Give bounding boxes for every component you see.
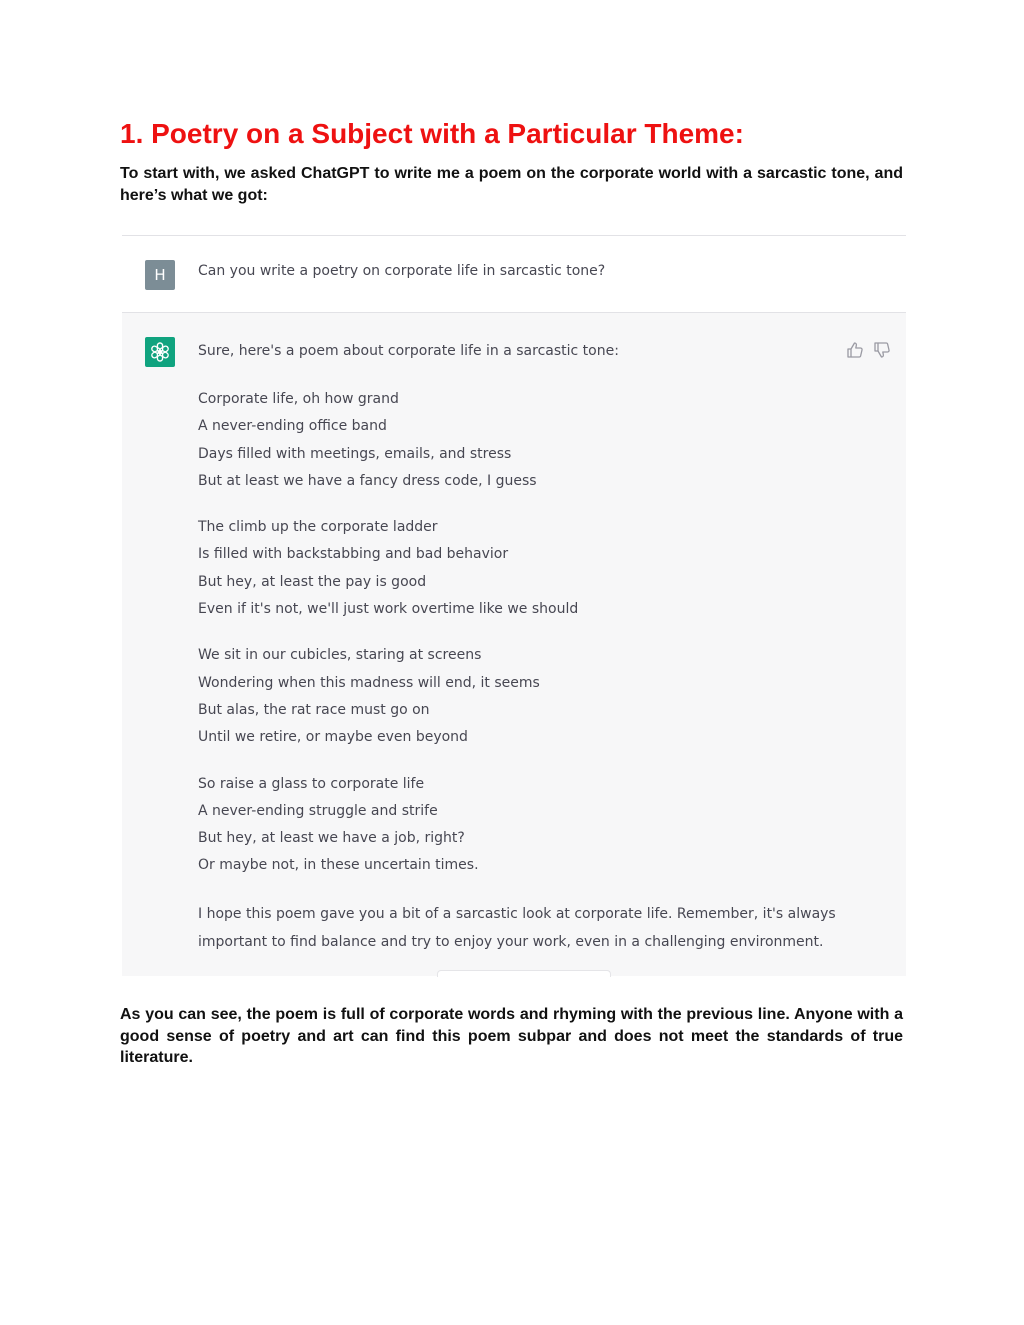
thumbs-up-icon[interactable] xyxy=(846,341,864,359)
stanza xyxy=(198,386,578,495)
poem xyxy=(198,386,578,899)
poem-line: Days filled with meetings, emails, and stress xyxy=(198,445,512,462)
poem-line: The climb up the corporate ladder xyxy=(198,519,438,536)
reply-intro: Sure, here's a poem about corporate life in a sarcastic tone: xyxy=(198,343,619,359)
poem-line: But alas, the rat race must go on xyxy=(198,701,430,718)
poem-line: Wondering when this madness will end, it seems xyxy=(198,674,540,691)
closing-text: I hope this poem gave you a bit of a sarcastic look at corporate life. Remember, it's always important to find balance and try to enjoy your work, even in a challenging environment. xyxy=(198,906,836,950)
user-message xyxy=(122,236,906,313)
poem-line: But hey, at least the pay is good xyxy=(198,573,427,590)
poem-line: Is filled with backstabbing and bad behavior xyxy=(198,546,509,563)
openai-logo-icon xyxy=(145,337,175,367)
regenerate-button[interactable] xyxy=(437,970,611,977)
poem-line: But at least we have a fancy dress code, I guess xyxy=(198,472,537,489)
stanza xyxy=(198,514,578,623)
poem-line: Corporate life, oh how grand xyxy=(198,391,399,407)
poem-line: A never-ending struggle and strife xyxy=(198,802,438,819)
intro-paragraph: To start with, we asked ChatGPT to write me a poem on the corporate world with a sarcastic tone, and here’s what we got: xyxy=(120,165,903,204)
section-heading: 1. Poetry on a Subject with a Particular Theme: xyxy=(120,118,744,149)
user-avatar: H xyxy=(145,260,175,290)
assistant-message xyxy=(122,313,906,976)
poem-line: A never-ending office band xyxy=(198,418,387,435)
conclusion-paragraph: As you can see, the poem is full of corporate words and rhyming with the previous line. Anyone with a good sense of poetry and art can find this poem subpar and does not meet the standards of true literature. xyxy=(120,1006,903,1066)
thumbs-down-icon[interactable] xyxy=(873,341,891,359)
user-prompt: Can you write a poetry on corporate life in sarcastic tone? xyxy=(198,263,606,279)
poem-line: So raise a glass to corporate life xyxy=(198,775,425,792)
poem-line: Or maybe not, in these uncertain times. xyxy=(198,857,479,874)
poem-line: Until we retire, or maybe even beyond xyxy=(198,729,468,746)
chat-screenshot xyxy=(122,235,906,976)
poem-line: But hey, at least we have a job, right? xyxy=(198,830,465,847)
poem-line: Even if it's not, we'll just work overtime like we should xyxy=(198,601,579,618)
poem-line: We sit in our cubicles, staring at screens xyxy=(198,647,482,664)
stanza xyxy=(198,642,578,751)
stanza xyxy=(198,771,578,880)
